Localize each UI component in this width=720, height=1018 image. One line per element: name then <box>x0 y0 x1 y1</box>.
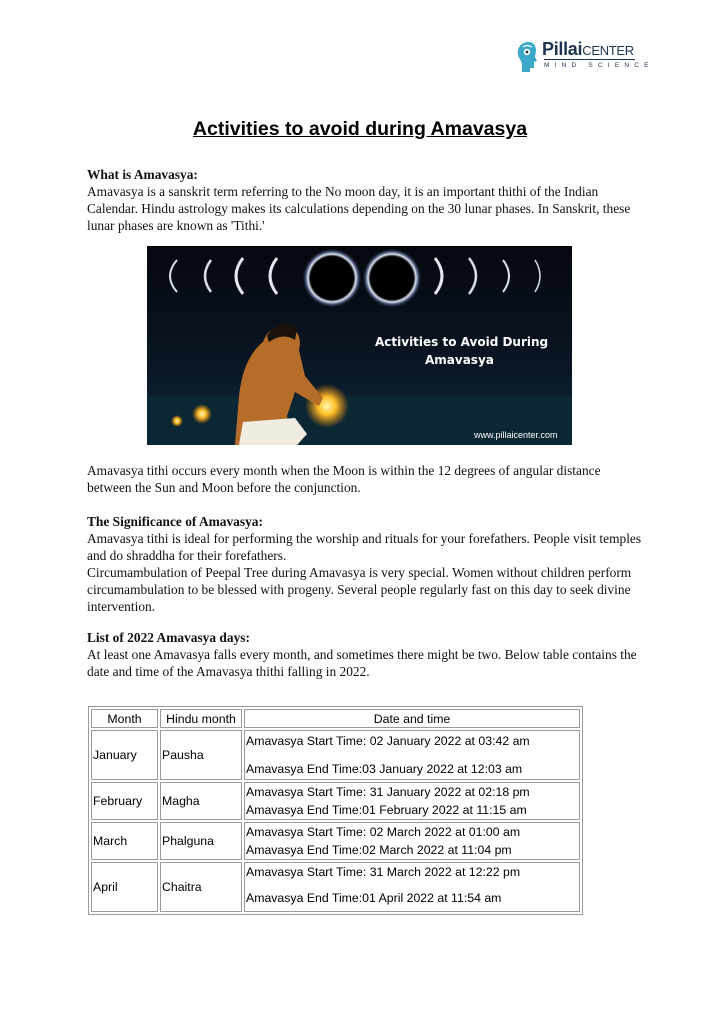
table-row <box>91 862 580 912</box>
significance-para-2: Circumambulation of Peepal Tree during Amavasya is very special. Women without children perform circumambulation to be blessed with progeny. Several people regularly fast on this day to seek divine intervention. <box>87 565 632 614</box>
brand-tagline: MIND SCIENCE <box>544 62 654 69</box>
start-time: Amavasya Start Time: 02 January 2022 at 03:42 am <box>246 734 530 748</box>
end-time: Amavasya End Time:02 March 2022 at 11:04 pm <box>246 843 512 857</box>
pillai-center-logo[interactable] <box>516 39 654 74</box>
cell-month: February <box>91 782 158 820</box>
table-row <box>91 730 580 780</box>
cell-date-time <box>244 782 580 820</box>
hero-caption-line1: Activities to Avoid During <box>375 335 549 349</box>
list-text: At least one Amavasya falls every month, and sometimes there might be two. Below table contains the date and time of the Amavasya thithi falling in 2022. <box>87 647 637 679</box>
hero-image <box>147 246 572 445</box>
table-row <box>91 782 580 820</box>
start-time: Amavasya Start Time: 31 January 2022 at 02:18 pm <box>246 785 530 799</box>
cell-date-time <box>244 730 580 780</box>
header-hindu-month: Hindu month <box>160 709 242 728</box>
cell-hindu-month: Phalguna <box>160 822 242 860</box>
hero-url: www.pillaicenter.com <box>474 430 558 440</box>
brand-name-bold: Pillai <box>542 39 583 59</box>
significance-para-1: Amavasya tithi is ideal for performing the worship and rituals for your forefathers. People visit temples and do shraddha for their forefathers. <box>87 531 642 563</box>
significance-heading: The Significance of Amavasya: <box>87 514 263 529</box>
table-row <box>91 822 580 860</box>
cell-hindu-month: Pausha <box>160 730 242 780</box>
start-time: Amavasya Start Time: 31 March 2022 at 12:22 pm <box>246 865 521 879</box>
header-month: Month <box>91 709 158 728</box>
intro-heading: What is Amavasya: <box>87 167 198 182</box>
cell-date-time <box>244 862 580 912</box>
amavasya-table <box>88 706 583 915</box>
cell-hindu-month: Magha <box>160 782 242 820</box>
header-date-time: Date and time <box>244 709 580 728</box>
head-profile-icon <box>516 40 540 74</box>
end-time: Amavasya End Time:01 February 2022 at 11:15 am <box>246 803 527 817</box>
end-time: Amavasya End Time:03 January 2022 at 12:03 am <box>246 762 523 776</box>
cell-date-time <box>244 822 580 860</box>
intro-section <box>87 166 647 234</box>
hero-caption-line2: Amavasya <box>425 353 494 367</box>
cell-month: April <box>91 862 158 912</box>
tithi-section <box>87 462 647 496</box>
end-time: Amavasya End Time:01 April 2022 at 11:54 am <box>246 891 502 905</box>
tithi-text: Amavasya tithi occurs every month when the Moon is within the 12 degrees of angular distance between the Sun and Moon before the conjunction. <box>87 463 601 495</box>
cell-month: January <box>91 730 158 780</box>
brand-name-rest: CENTER <box>582 43 634 58</box>
logo-rule <box>544 59 635 60</box>
significance-section <box>87 513 647 615</box>
intro-text: Amavasya is a sanskrit term referring to the No moon day, it is an important thithi of the Indian Calendar. Hindu astrology makes its calculations depending on the 30 lunar phases. In Sanskrit, these lunar phases are known as 'Tithi.' <box>87 184 631 233</box>
cell-month: March <box>91 822 158 860</box>
cell-hindu-month: Chaitra <box>160 862 242 912</box>
list-heading: List of 2022 Amavasya days: <box>87 630 250 645</box>
brand-name <box>542 39 634 60</box>
list-section <box>87 629 647 680</box>
table-header-row <box>91 709 580 728</box>
page-title: Activities to avoid during Amavasya <box>192 118 528 140</box>
start-time: Amavasya Start Time: 02 March 2022 at 01:00 am <box>246 825 521 839</box>
